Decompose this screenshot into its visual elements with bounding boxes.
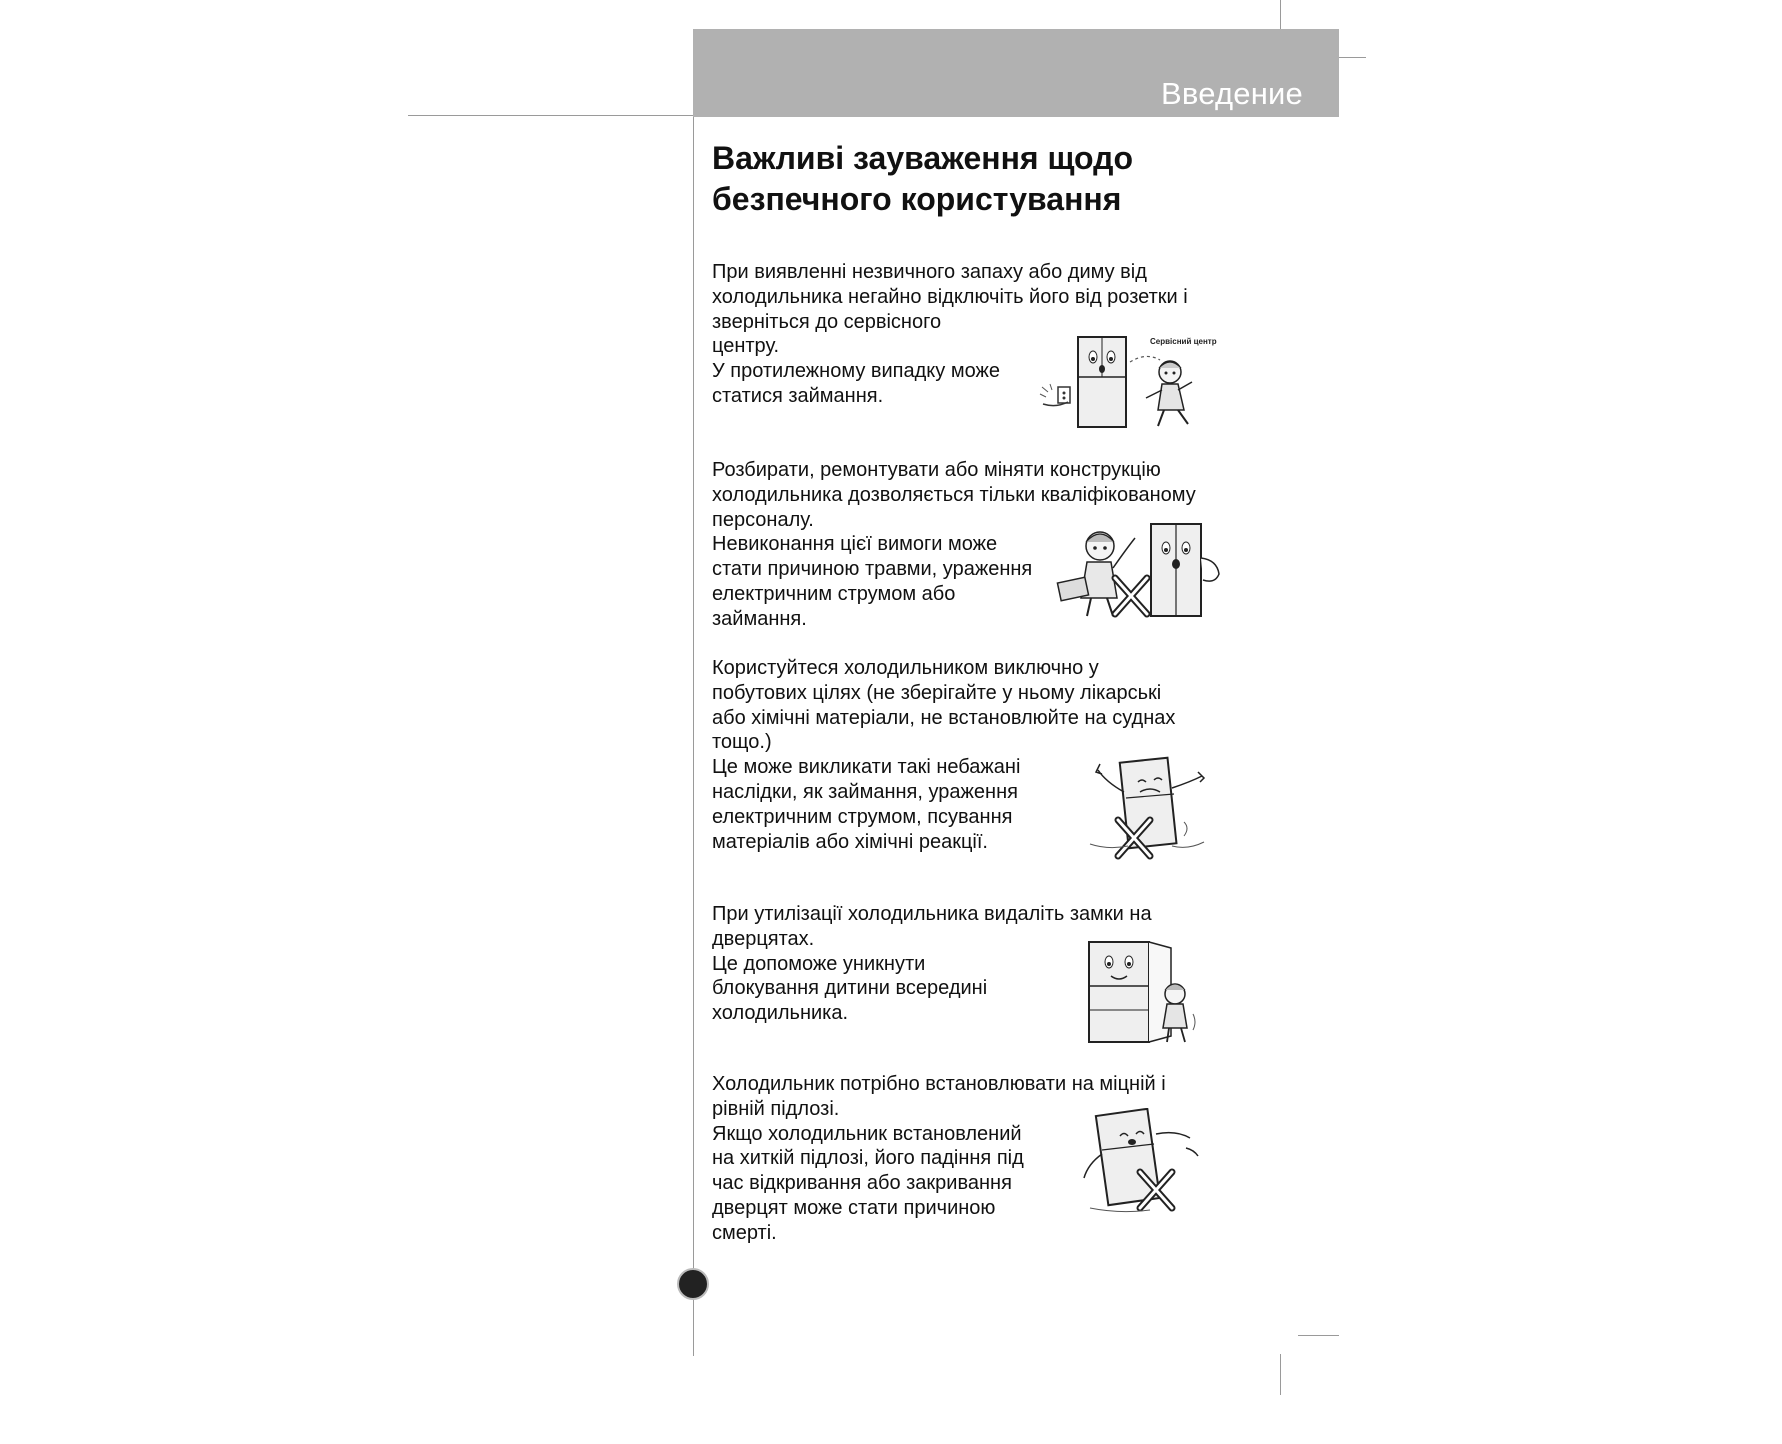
notice-line: Розбирати, ремонтувати або міняти конструкцію [712, 459, 1161, 481]
crop-mark-left-horizontal [408, 115, 693, 116]
crop-mark-bottom-right-horizontal [1298, 1335, 1339, 1336]
notice-line: холодильника негайно відключіть його від розетки і [712, 285, 1188, 308]
notice-line: електричним струмом або [712, 582, 956, 605]
notice-line: тощо.) [712, 731, 772, 754]
notice-line: займання. [712, 607, 807, 630]
illustration-household-only [1088, 752, 1218, 862]
notice-line: Користуйтеся холодильником виключно у [712, 657, 1099, 679]
page-title [712, 138, 1312, 220]
notice-line: При виявленні незвичного запаху або диму від [712, 261, 1147, 283]
notice-line: електричним струмом, псування [712, 805, 1013, 828]
notice-line: на хиткій підлозі, його падіння під [712, 1147, 1024, 1170]
section-header-band [693, 29, 1339, 117]
notice-line: наслідки, як займання, ураження [712, 780, 1018, 803]
notice-line: холодильника. [712, 1002, 849, 1025]
crop-mark-spine-vertical [693, 29, 694, 1356]
notice-line: Холодильник потрібно встановлювати на міцній і [712, 1073, 1166, 1095]
page-number-dot [677, 1268, 709, 1300]
notice-line: центру. [712, 335, 780, 358]
notice-line: Це допоможе уникнути [712, 952, 926, 975]
notice-line: Це може викликати такі небажані [712, 756, 1021, 779]
illustration-child-in-fridge [1085, 938, 1205, 1046]
page-title-line: безпечного користування [712, 181, 1122, 217]
notice-line: або хімічні матеріали, не встановлюйте на суднах [712, 706, 1176, 729]
crop-mark-top-right-vertical [1280, 0, 1281, 29]
notice-line: Невиконання цієї вимоги може [712, 533, 998, 556]
illustration-unplug-service-center [1038, 332, 1218, 432]
page-title-line: Важливі зауваження щодо [712, 140, 1134, 176]
notice-line: матеріалів або хімічні реакції. [712, 830, 988, 853]
crop-mark-bottom-right-vertical [1280, 1354, 1281, 1395]
svg-text:Сервісний центр: Сервісний центр [1150, 337, 1217, 346]
illustration-no-disassembly [1055, 518, 1235, 623]
notice-line: смерті. [712, 1221, 777, 1244]
notice-line: статися займання. [712, 384, 884, 407]
notice-line: персоналу. [712, 508, 814, 531]
notice-line: стати причиною травми, ураження [712, 558, 1033, 581]
notice-line: блокування дитини всередині [712, 977, 988, 1000]
notice-line: Якщо холодильник встановлений [712, 1122, 1022, 1145]
notice-line: дверцят може стати причиною [712, 1196, 996, 1219]
notice-line: побутових цілях (не зберігайте у ньому лікарські [712, 681, 1162, 704]
notice-line: рівній підлозі. [712, 1097, 840, 1120]
notice-line: У протилежному випадку може [712, 360, 1000, 383]
notice-line: При утилізації холодильника видаліть замки на [712, 903, 1152, 925]
notice-line: зверніться до сервісного [712, 310, 942, 333]
notice-line: час відкривання або закривання [712, 1172, 1012, 1195]
illustration-unstable-floor [1080, 1108, 1205, 1216]
notice-line: холодильника дозволяється тільки кваліфікованому [712, 483, 1196, 506]
notice-line: дверцятах. [712, 927, 815, 950]
section-title: Введение [1161, 76, 1303, 111]
